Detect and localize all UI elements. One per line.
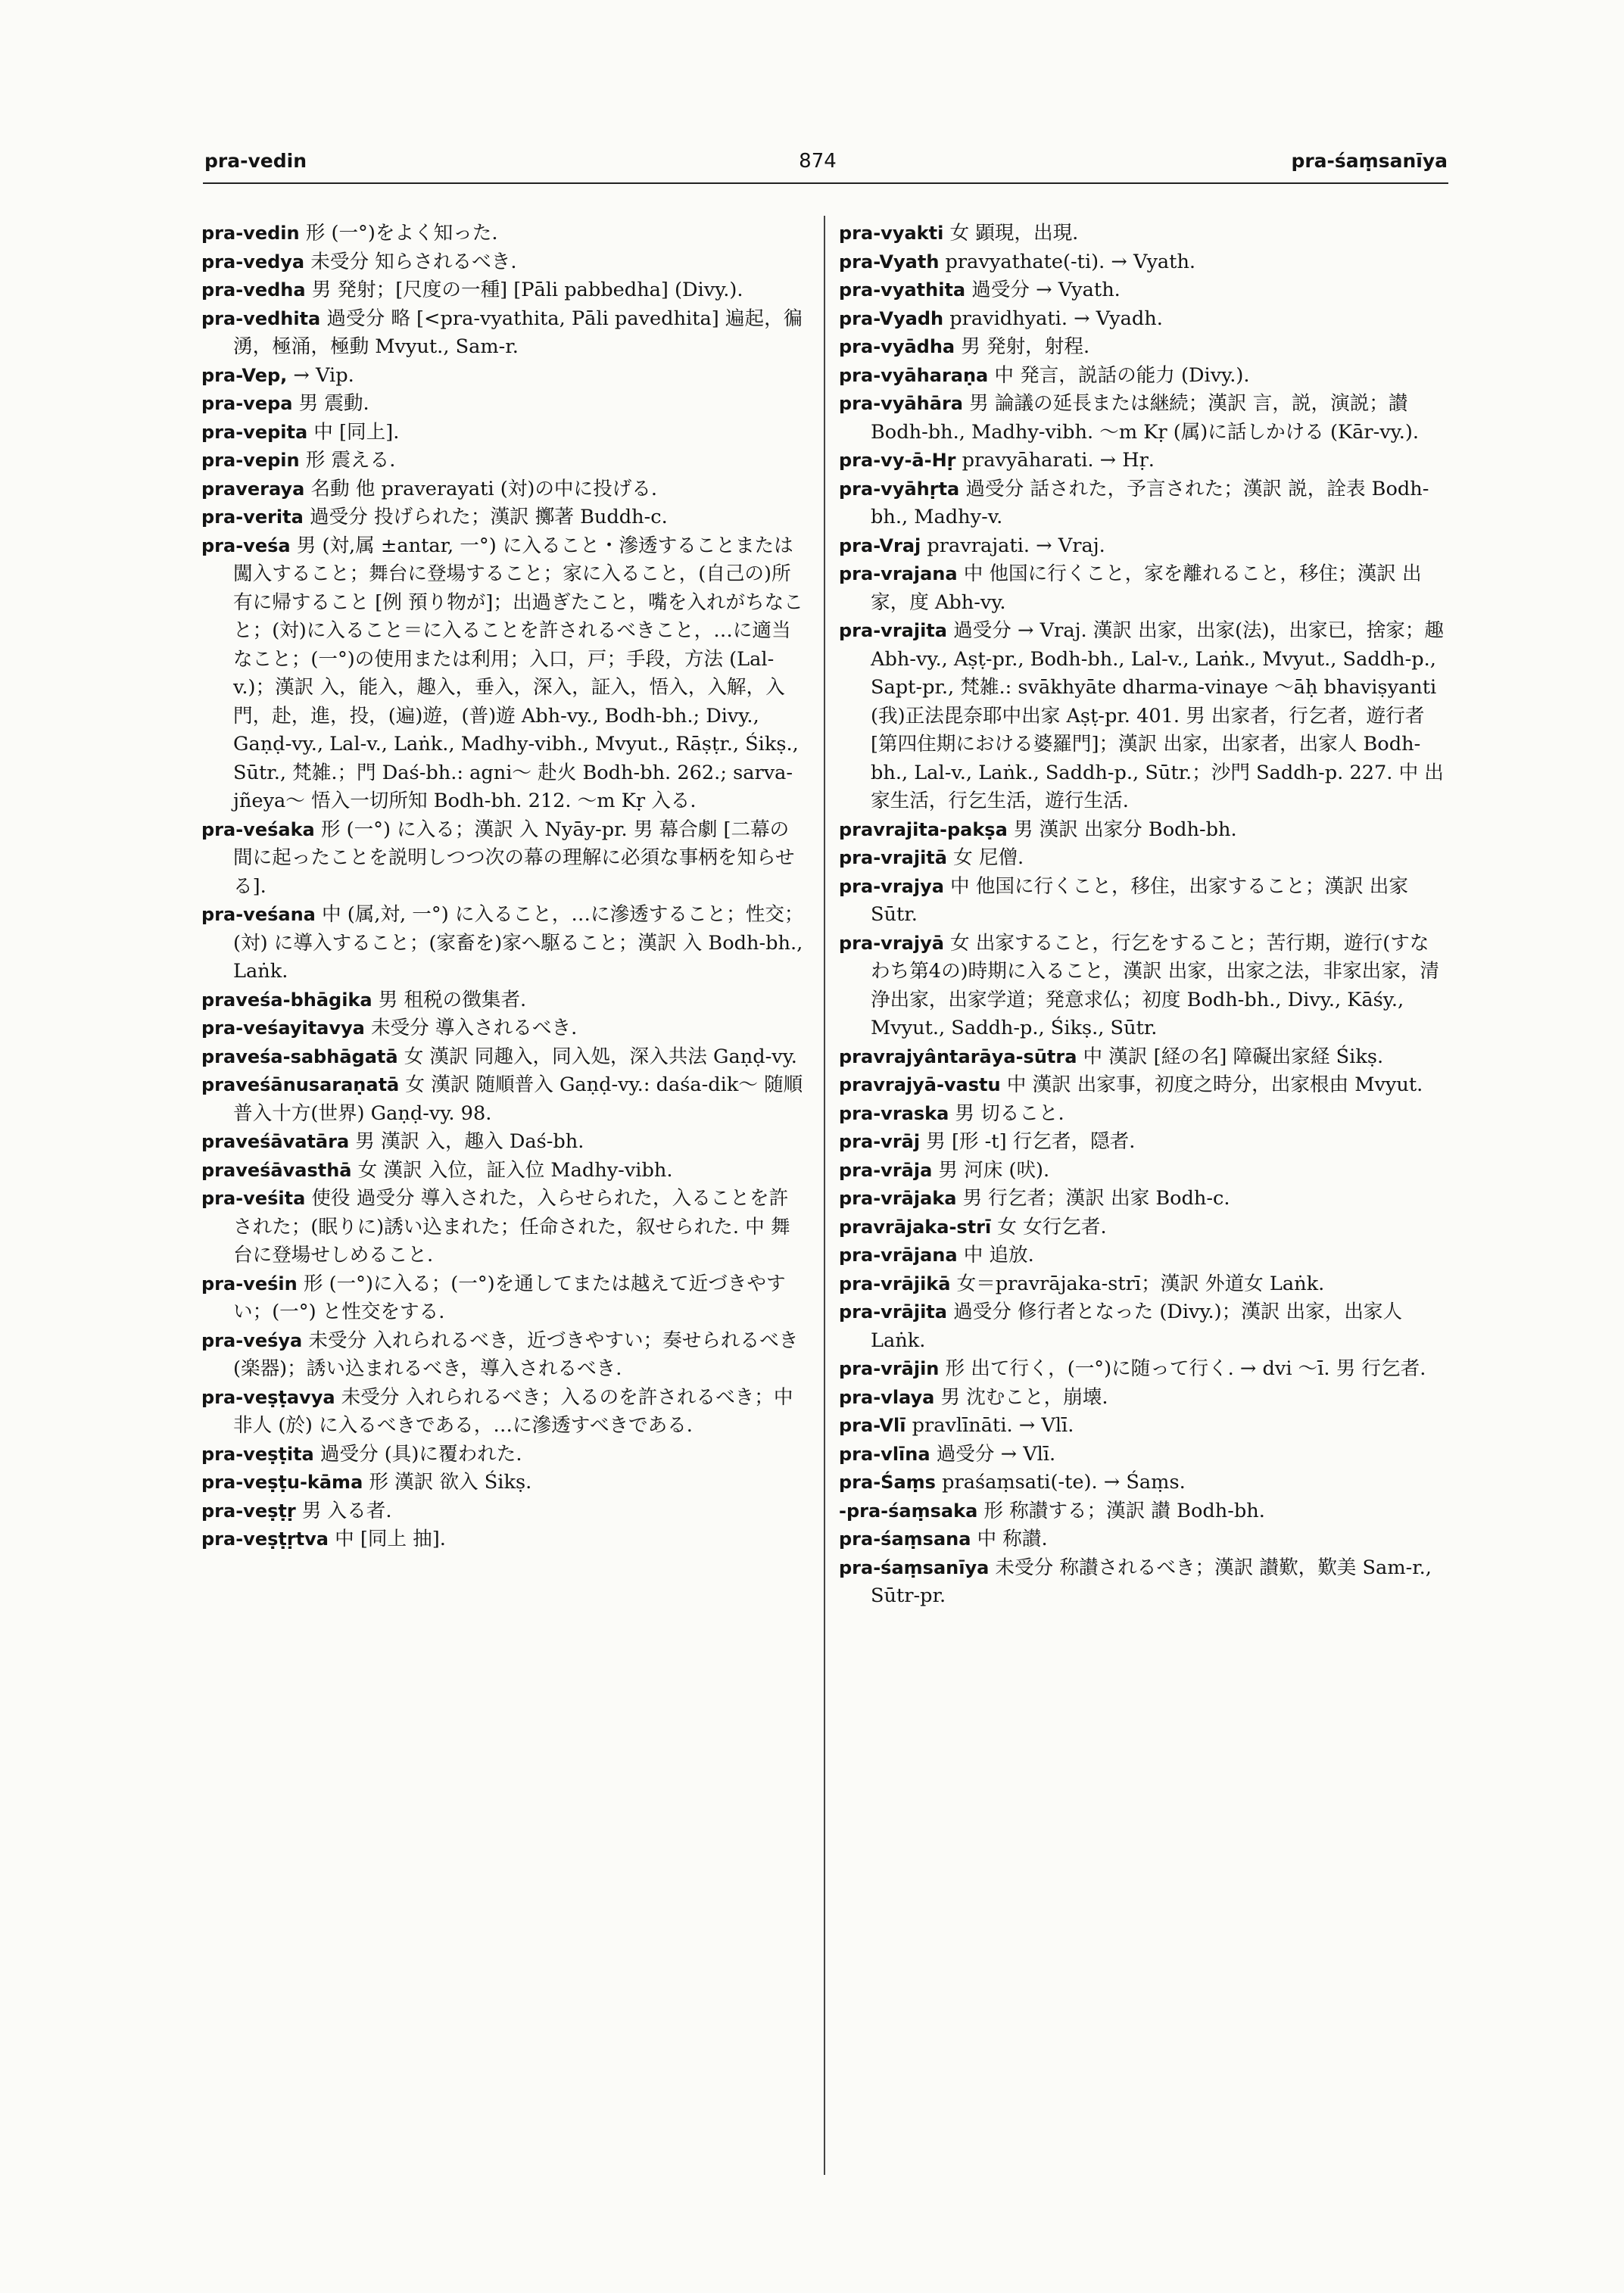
definition: 男 切ること.	[949, 1101, 1064, 1125]
definition: 中 称讃.	[971, 1528, 1048, 1550]
headword: pra-vrajyā	[839, 932, 944, 954]
headword: pra-vrājana	[839, 1245, 958, 1266]
entry	[839, 532, 1448, 561]
entry	[201, 532, 807, 816]
headword: pra-veṣṭṛ	[201, 1500, 296, 1522]
entry	[201, 1441, 807, 1469]
running-head-right: pra-śaṃsanīya	[1291, 150, 1448, 172]
entry	[839, 1469, 1448, 1497]
headword: pra-veṣṭita	[201, 1443, 314, 1465]
headword: pra-Vraj	[839, 534, 921, 556]
entry	[201, 276, 807, 305]
entry	[201, 390, 807, 419]
definition: 過受分 略 [<pra-vyathita, Pāli pavedhita] 遍起，徧湧，極涌，極動 Mvyut., Sam-r.	[233, 307, 803, 358]
definition: 男 震動.	[292, 392, 369, 415]
entry	[839, 1298, 1448, 1355]
definition: 中 (属,対, 一°) に入ること，…に滲透すること；性交；(対) に導入すること；(家畜を)家へ駆ること；漢訳 入 Bodh-bh., Laṅk.	[233, 903, 809, 983]
definition: 過受分 → Vyath.	[965, 279, 1121, 301]
entry	[839, 248, 1448, 277]
headword: pra-vedha	[201, 279, 306, 301]
definition: 女 漢訳 入位，証入位 Madhy-vibh.	[351, 1158, 673, 1182]
right-column	[839, 220, 1451, 1611]
entry	[839, 1071, 1448, 1100]
entry	[201, 1384, 807, 1441]
headword: pra-veśana	[201, 904, 316, 925]
headword: pra-vrajita	[839, 620, 947, 641]
entry	[201, 1525, 807, 1554]
header-rule	[203, 182, 1448, 184]
headword: praveraya	[201, 478, 305, 500]
entry	[839, 873, 1448, 930]
headword: pra-vedya	[201, 251, 305, 273]
entry	[839, 1355, 1448, 1384]
entry	[839, 1100, 1448, 1129]
entry	[839, 617, 1451, 816]
headword: praveśāvasthā	[201, 1159, 352, 1181]
definition: 未受分 入れられるべき，近づきやすい；奏せられるべき(楽器)；誘い込まれるべき，導入されるべき.	[233, 1329, 799, 1380]
definition: 未受分 導入されるべき.	[364, 1017, 578, 1039]
entry	[201, 503, 807, 532]
definition: 過受分 話された，予言された；漢訳 説，詮表 Bodh-bh., Madhy-v.	[871, 477, 1429, 528]
headword: pra-vrajitā	[839, 847, 947, 868]
definition: 中 他国に行くこと，移住，出家すること；漢訳 出家 Sūtr.	[871, 874, 1415, 926]
headword: pra-Vep,	[201, 364, 288, 386]
entry	[839, 1128, 1448, 1157]
entry	[839, 220, 1448, 248]
definition: 過受分 → Vlī.	[930, 1442, 1056, 1466]
definition: 形 (一°) に入る；漢訳 入 Nyāy-pr. 男 幕合劇 [二幕の間に起ったことを説明しつつ次の幕の理解に必須な事柄を知らせる].	[233, 818, 795, 898]
definition: pravlīnāti. → Vlī.	[906, 1414, 1074, 1437]
definition: pravidhyati. → Vyadh.	[943, 307, 1163, 330]
definition: 男 漢訳 出家分 Bodh-bh.	[1007, 818, 1237, 841]
definition: 形 震える.	[299, 449, 396, 472]
definition: 過受分 修行者となった (Divy.)；漢訳 出家，出家人 Laṅk.	[871, 1301, 1409, 1352]
entry	[839, 1384, 1448, 1413]
definition: 女 漢訳 同趣入，同入処，深入共法 Gaṇḍ-vy.	[397, 1045, 797, 1068]
headword: pra-vy-ā-Hṛ	[839, 450, 956, 471]
entry	[201, 1185, 807, 1270]
definition: 男 行乞者；漢訳 出家 Bodh-c.	[956, 1187, 1230, 1210]
headword: pra-vyāhāra	[839, 393, 963, 414]
entry	[201, 220, 807, 248]
headword: praveśa-sabhāgatā	[201, 1045, 398, 1067]
headword: pra-vepa	[201, 393, 293, 414]
headword: pra-vedin	[201, 223, 300, 244]
entry	[839, 1242, 1448, 1270]
entry	[839, 305, 1448, 334]
headword: pra-Vyath	[839, 251, 940, 273]
definition: 女 尼僧.	[946, 846, 1024, 869]
definition: 男 論議の延長または継続；漢訳 言，説，演説；讃 Bodh-bh., Madhy-vibh. ～m Kṛ (属)に話しかける (Kār-vy.).	[871, 392, 1419, 444]
entry	[201, 1128, 807, 1157]
definition: pravrajati. → Vraj.	[921, 534, 1105, 557]
definition: 名動 他 praverayati (対)の中に投げる.	[304, 477, 658, 500]
definition: 男 入る者.	[295, 1499, 392, 1522]
definition: 未受分 知らされるべき.	[304, 250, 517, 273]
definition: 男 [形 -t] 行乞者，隠者.	[920, 1130, 1136, 1153]
headword: pravrājaka-strī	[839, 1216, 992, 1238]
headword: pravrajyā-vastu	[839, 1074, 1001, 1095]
headword: pra-veśya	[201, 1329, 303, 1351]
entry	[201, 901, 807, 986]
headword: pra-vyathita	[839, 279, 966, 301]
definition: 形 出て行く，(一°)に随って行く. → dvi ～ī. 男 行乞者.	[939, 1357, 1426, 1380]
definition: 中 追放.	[957, 1244, 1034, 1266]
headword: pra-vyādha	[839, 336, 955, 357]
entry	[201, 1014, 807, 1043]
entry	[839, 1525, 1448, 1554]
headword: pra-vrāja	[839, 1159, 933, 1181]
headword: pra-verita	[201, 506, 304, 528]
definition: 使役 過受分 導入された，入らせられた，入ることを許された；(眠りに)誘い込まれた；任命された，叙せられた. 中 舞台に登場せしめること.	[233, 1187, 790, 1266]
headword: pra-vyāhṛta	[839, 478, 960, 500]
entry	[839, 1497, 1448, 1526]
entry	[201, 1270, 807, 1327]
entry	[839, 1185, 1448, 1213]
definition: 男 漢訳 入，趣入 Daś-bh.	[349, 1130, 584, 1153]
definition: 形 称讃する；漢訳 讃 Bodh-bh.	[977, 1499, 1265, 1522]
definition: 男 河床 (吠).	[932, 1158, 1050, 1182]
headword: pra-vrājin	[839, 1358, 940, 1379]
headword: pra-vraska	[839, 1102, 949, 1124]
headword: pra-vyāharaṇa	[839, 364, 989, 386]
headword: pravrajita-pakṣa	[839, 818, 1008, 840]
headword: pra-Śaṃs	[839, 1472, 936, 1493]
headword: pra-veśa	[201, 534, 291, 556]
definition: 女 漢訳 随順普入 Gaṇḍ-vy.: daśa-dik～ 随順普入十方(世界) Gaṇḍ-vy. 98.	[233, 1073, 803, 1125]
definition: 中 発言，説話の能力 (Divy.).	[988, 363, 1250, 387]
definition: 女 顕現，出現.	[943, 222, 1079, 245]
definition: 未受分 入れられるべき；入るのを許されるべき；中 非人 (於) に入るべきである，…に滲透すべきである.	[233, 1385, 800, 1437]
entry	[839, 475, 1448, 532]
definition: 形 漢訳 欲入 Śikṣ.	[363, 1471, 532, 1494]
definition: 男 発射，射程.	[955, 335, 1090, 358]
entry	[201, 248, 807, 277]
definition: 過受分 投げられた；漢訳 擲著 Buddh-c.	[303, 506, 668, 528]
headword: pra-vepita	[201, 421, 308, 443]
headword: pra-veśin	[201, 1273, 298, 1294]
entry	[839, 362, 1448, 391]
definition: 形 (一°)をよく知った.	[299, 222, 498, 245]
entry	[201, 986, 807, 1015]
definition: pravyāharati. → Hṛ.	[955, 449, 1155, 472]
definition: praśaṃsati(-te). → Śaṃs.	[935, 1471, 1186, 1494]
definition: 形 (一°)に入る；(一°)を通してまたは越えて近づきやすい；(一°) と性交をする.	[233, 1272, 786, 1323]
headword: pra-Vlī	[839, 1415, 906, 1436]
entry	[839, 560, 1448, 617]
headword: pra-vedhita	[201, 307, 321, 329]
entry	[839, 1441, 1448, 1469]
running-head-left: pra-vedin	[204, 150, 307, 172]
column-divider	[824, 216, 825, 2175]
headword: pra-veṣṭavya	[201, 1386, 335, 1408]
entry	[839, 1157, 1448, 1185]
headword: pra-śaṃsanīya	[839, 1556, 990, 1578]
definition: 未受分 称讃されるべき；漢訳 讃歎，歎美 Sam-r., Sūtr-pr.	[871, 1556, 1439, 1607]
entry	[839, 844, 1448, 873]
headword: praveśāvatāra	[201, 1131, 350, 1152]
left-column	[201, 220, 807, 1554]
headword: pra-vyakti	[839, 223, 944, 244]
entry	[839, 1412, 1448, 1441]
headword: pra-vepin	[201, 450, 300, 471]
definition: 過受分 (具)に覆われた.	[313, 1442, 522, 1466]
headword: pra-vrājikā	[839, 1273, 951, 1294]
definition: → Vip.	[287, 363, 354, 387]
entry	[839, 1213, 1448, 1242]
headword: pra-vrājaka	[839, 1188, 957, 1209]
entry	[839, 447, 1448, 475]
definition: pravyathate(-ti). → Vyath.	[939, 250, 1196, 273]
definition: 女 女行乞者.	[991, 1215, 1107, 1238]
definition: 男 沈むこと，崩壊.	[934, 1385, 1108, 1409]
headword: pra-veśita	[201, 1188, 306, 1209]
headword: pra-veṣṭu-kāma	[201, 1472, 363, 1493]
definition: 中 漢訳 [経の名] 障礙出家経 Śikṣ.	[1077, 1045, 1384, 1068]
definition: 中 他国に行くこと，家を離れること，移住；漢訳 出家，度 Abh-vy.	[871, 562, 1422, 614]
headword: pra-Vyadh	[839, 307, 944, 329]
definition: 中 漢訳 出家事，初度之時分，出家根由 Mvyut.	[1000, 1073, 1423, 1096]
entry	[839, 930, 1448, 1043]
headword: praveśānusaraṇatā	[201, 1074, 400, 1095]
headword: pra-vlaya	[839, 1386, 935, 1408]
entry	[839, 390, 1448, 447]
headword: pravrajyântarāya-sūtra	[839, 1045, 1077, 1067]
entry	[201, 362, 807, 391]
definition: 男 租税の徴集者.	[372, 988, 527, 1011]
definition: 男 発射；[尺度の一種] [Pāli pabbedha] (Divy.).	[305, 279, 743, 301]
headword: pra-vrajya	[839, 875, 944, 897]
entry	[201, 1157, 807, 1185]
entry	[201, 1327, 807, 1384]
page-number: 874	[799, 150, 837, 173]
headword: praveśa-bhāgika	[201, 989, 372, 1011]
entry	[201, 475, 807, 504]
headword: -pra-śaṃsaka	[839, 1500, 978, 1522]
definition: 過受分 → Vraj. 漢訳 出家，出家(法)，出家已，捨家；趣 Abh-vy., Aṣṭ-pr., Bodh-bh., Lal-v., Laṅk., Mvyut., Saddh-p., Sapt-pr., 梵雑.: svākhyāte dharma-vinaye ～āḥ bhaviṣyanti (我)正法毘奈耶中出家 Aṣṭ-pr. 401. 男 出家者，行乞者，遊行者 [第四住期における婆羅門]；漢訳 出家，出家者，出家人 Bodh-bh., Lal-v., Laṅk., Saddh-p., Sūtr.；沙門 Saddh-p. 227. 中 出家生活，行乞生活，遊行生活.	[871, 619, 1451, 812]
headword: pra-vrājita	[839, 1301, 947, 1323]
headword: pra-śaṃsana	[839, 1528, 971, 1550]
entry	[201, 816, 807, 902]
entry	[839, 1270, 1448, 1299]
headword: pra-vrāj	[839, 1131, 921, 1152]
headword: pra-vlīna	[839, 1443, 930, 1465]
entry	[201, 447, 807, 475]
entry	[201, 1071, 807, 1128]
definition: 中 [同上 抽].	[329, 1528, 446, 1550]
definition: 男 (対,属 ±antar, 一°) に入ること・滲透することまたは闖入すること；舞台に登場すること；家に入ること，(自己の)所有に帰すること [例 預り物が]；出過ぎたこと，嘴を入れがちなこと；(対)に入ること＝に入ることを許されるべきこと，…に適当なこと；(一°)の使用または利用；入口，戸；手段，方法 (Lal-v.)；漢訳 入，能入，趣入，垂入，深入，証入，悟入，入解，入門，赴，進，投，(遍)遊，(普)遊 Abh-vy., Bodh-bh.; Divy., Gaṇḍ-vy., Lal-v., Laṅk., Madhy-vibh., Mvyut., Rāṣṭr., Śikṣ., Sūtr., 梵雑.；門 Daś-bh.: agni～ 赴火 Bodh-bh. 262.; sarva-jñeya～ 悟入一切所知 Bodh-bh. 212. ～m Kṛ 入る.	[233, 534, 805, 812]
entry	[839, 1554, 1448, 1611]
entry	[839, 1043, 1448, 1072]
headword: pra-veṣṭṛtva	[201, 1528, 329, 1550]
entry	[201, 1043, 807, 1072]
entry	[839, 276, 1448, 305]
entry	[201, 1469, 807, 1497]
entry	[201, 1497, 807, 1526]
definition: 中 [同上].	[307, 420, 400, 444]
definition: 女 出家すること，行乞をすること；苦行期，遊行(すなわち第4の)時期に入ること，漢訳 出家，出家之法，非家出家，清浄出家，出家学道；発意求仏；初度 Bodh-bh., Divy., Kāśy., Mvyut., Saddh-p., Śikṣ., Sūtr.	[871, 931, 1440, 1039]
entry	[201, 419, 807, 447]
headword: pra-veśaka	[201, 818, 315, 840]
headword: pra-vrajana	[839, 563, 958, 584]
entry	[839, 333, 1448, 362]
headword: pra-veśayitavya	[201, 1017, 365, 1039]
entry	[201, 305, 807, 362]
definition: 女＝pravrājaka-strī；漢訳 外道女 Laṅk.	[950, 1272, 1325, 1295]
entry	[839, 816, 1448, 845]
